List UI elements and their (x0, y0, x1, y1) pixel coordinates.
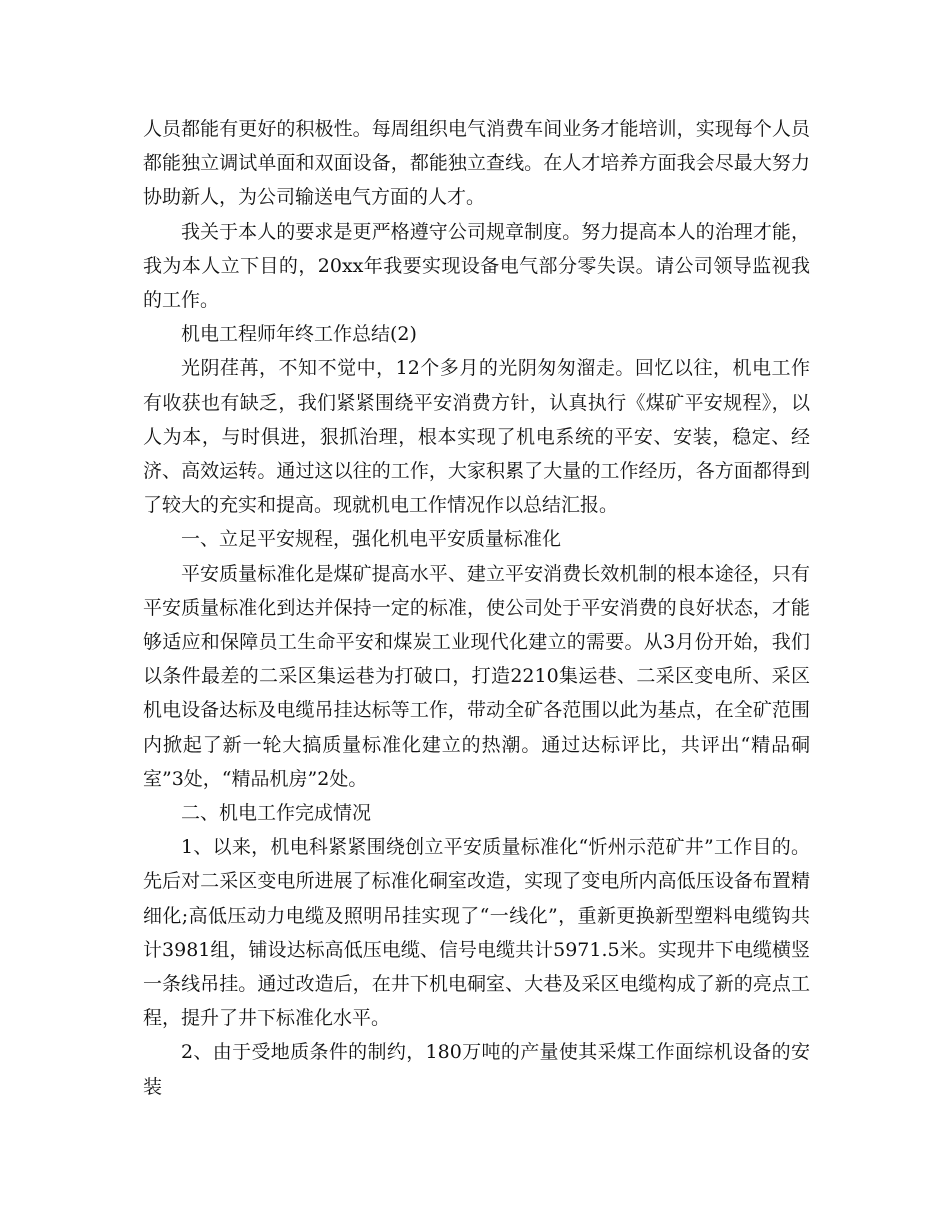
heading-1: 一、立足平安规程，强化机电平安质量标准化 (181, 528, 562, 551)
paragraph-1: 人员都能有更好的积极性。每周组织电气消费车间业务才能培训，实现每个人员都能独立调试单面和双面设备，都能独立查线。在人才培养方面我会尽最大努力协助新人，为公司输送电气方面的人才。 (143, 118, 810, 209)
document-page (143, 112, 810, 1104)
heading-2: 二、机电工作完成情况 (181, 802, 372, 825)
paragraph-3: 光阴荏苒，不知不觉中，12个多月的光阴匆匆溜走。回忆以往，机电工作有收获也有缺乏，我们紧紧围绕平安消费方针，认真执行《煤矿平安规程》，以人为本，与时俱进，狠抓治理，根本实现了机电系统的平安、安装，稳定、经济、高效运转。通过这以往的工作，大家积累了大量的工作经历，各方面都得到了较大的充实和提高。现就机电工作情况作以总结汇报。 (143, 357, 810, 517)
paragraph-6: 2、由于受地质条件的制约，180万吨的产量使其采煤工作面综机设备的安装 (143, 1041, 810, 1098)
paragraph-4: 平安质量标准化是煤矿提高水平、建立平安消费长效机制的根本途径，只有平安质量标准化到达并保持一定的标准，使公司处于平安消费的良好状态，才能够适应和保障员工生命平安和煤炭工业现代化建立的需要。从3月份开始，我们以条件最差的二采区集运巷为打破口，打造2210集运巷、二采区变电所、采区机电设备达标及电缆吊挂达标等工作，带动全矿各范围以此为基点，在全矿范围内掀起了新一轮大搞质量标准化建立的热潮。通过达标评比，共评出“精品硐室”3处，“精品机房”2处。 (143, 562, 810, 790)
paragraph-2: 我关于本人的要求是更严格遵守公司规章制度。努力提高本人的治理才能，我为本人立下目的，20xx年我要实现设备电气部分零失误。请公司领导监视我的工作。 (143, 220, 810, 312)
paragraph-5: 1、以来，机电科紧紧围绕创立平安质量标准化“忻州示范矿井”工作目的。先后对二采区变电所进展了标准化硐室改造，实现了变电所内高低压设备布置精细化;高低压动力电缆及照明吊挂实现了“一线化”，重新更换新型塑料电缆钩共计3981组，铺设达标高低压电缆、信号电缆共计5971.5米。实现井下电缆横竖一条线吊挂。通过改造后，在井下机电硐室、大巷及采区电缆构成了新的亮点工程，提升了井下标准化水平。 (143, 836, 810, 1030)
section-title: 机电工程师年终工作总结(2) (181, 323, 417, 346)
